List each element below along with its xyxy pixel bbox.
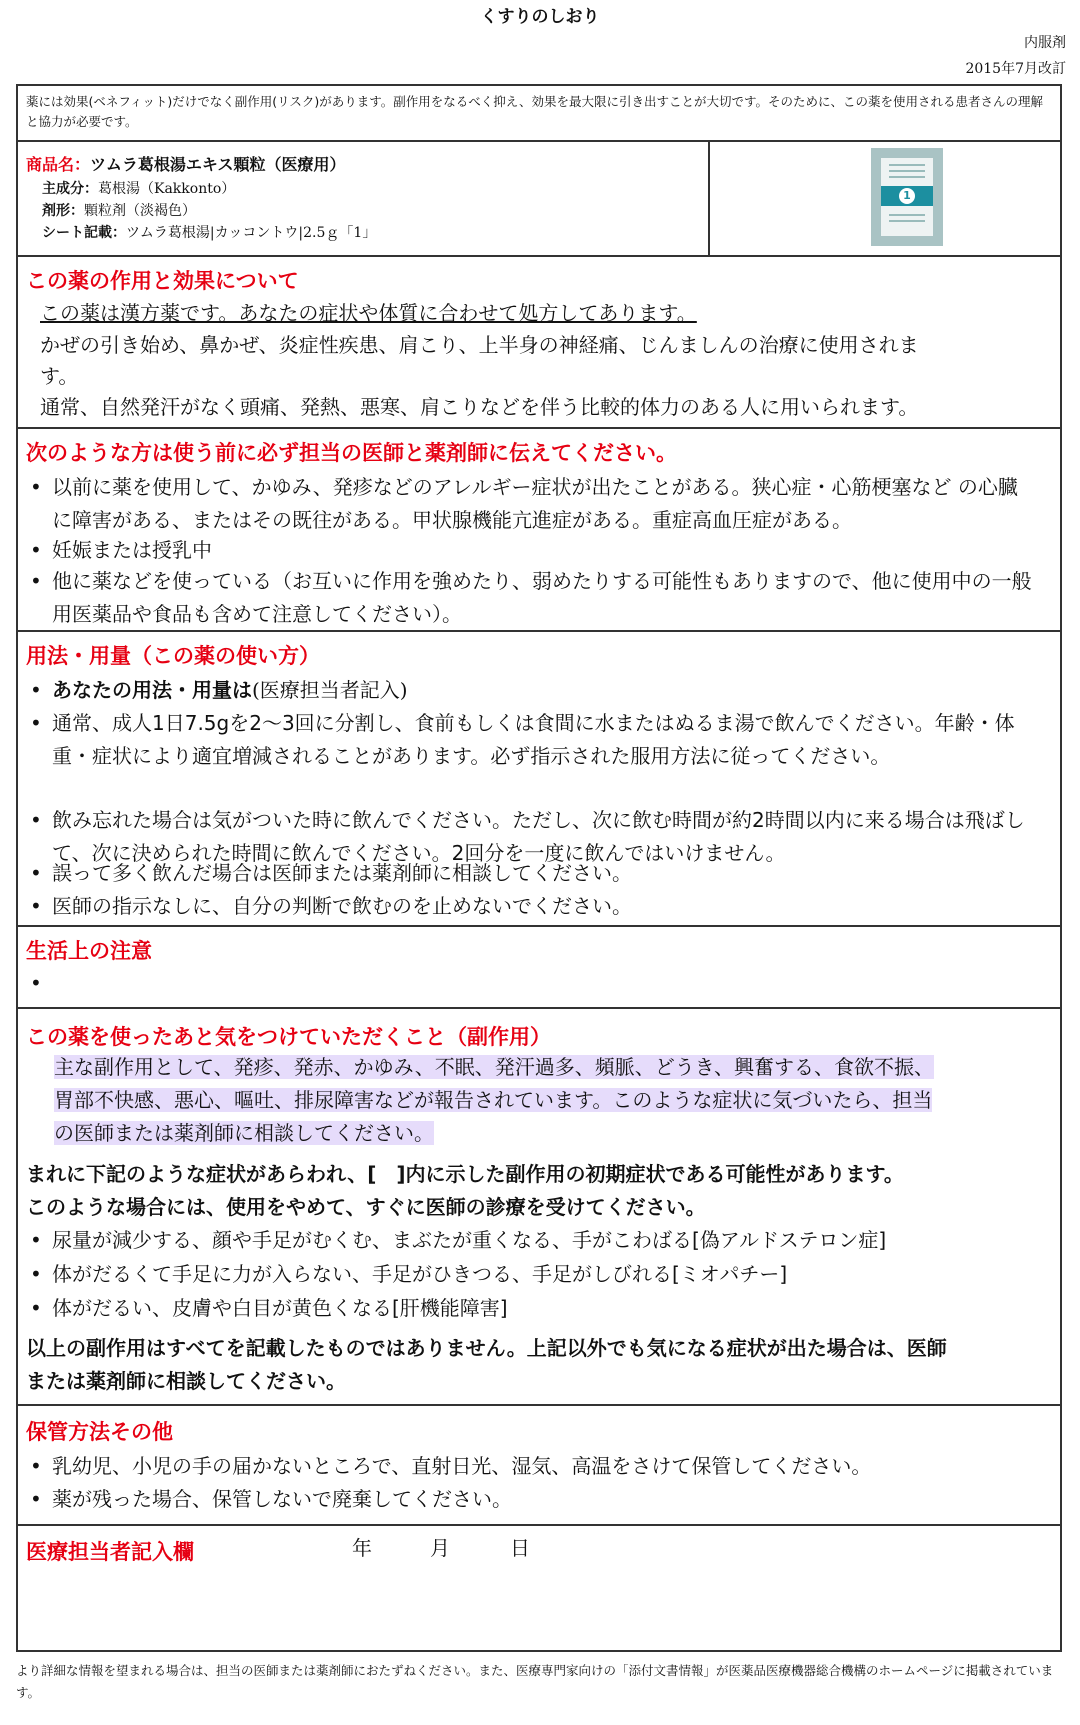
form-value: 顆粒剤（淡褐色） [84,203,196,219]
effect-heading: この薬の作用と効果について [26,269,299,293]
sheet-label: シート記載： [42,225,126,241]
side-effects-note: 以上の副作用はすべてを記載したものではありません。上記以外でも気になる症状が出た場合は、医師 [26,1336,947,1360]
side-effects-main: 主な副作用として、発疹、発赤、かゆみ、不眠、発汗過多、頻脈、どうき、興奮する、食欲不振、 [54,1055,934,1079]
revision-date: 2015年7月改訂 [965,61,1066,77]
package-image [871,148,943,246]
rare-symptoms-intro-2: このような場合には、使用をやめて、すぐに医師の診療を受けてください。 [26,1195,706,1219]
form-label: 剤形： [42,203,84,219]
record-day: 日 [510,1536,530,1560]
list-item: • 尿量が減少する、顔や手足がむくむ、まぶたが重くなる、手がこわばる[偽アルドステロン症] [30,1228,887,1252]
effect-line2: 通常、自然発汗がなく頭痛、発熱、悪寒、肩こりなどを伴う比較的体力のある人に用いられます。 [40,395,919,419]
list-item: • 乳幼児、小児の手の届かないところで、直射日光、湿気、高温をさけて保管してください。 [30,1454,872,1478]
product-name-label: 商品名： [26,155,91,174]
list-item: • 誤って多く飲んだ場合は医師または薬剤師に相談してください。 [30,861,632,885]
list-item: • 他に薬などを使っている（お互いに作用を強めたり、弱めたりする可能性もありますので、他に使用中の一般用医薬品や食品も含めて注意してください）。 [30,569,1032,626]
usage-heading: 用法・用量（この薬の使い方） [26,644,320,668]
page-title: くすりのしおり [480,7,600,27]
package-number: 1 [899,188,915,204]
effect-lead: この薬は漢方薬です。あなたの症状や体質に合わせて処方してあります。 [40,301,697,325]
list-item: • 体がだるい、皮膚や白目が黄色くなる[肝機能障害] [30,1296,508,1320]
divider [708,142,710,255]
usage-section [18,632,1060,927]
side-effects-section: この薬を使ったあと気をつけていただくこと（副作用） 主な副作用として、発疹、発赤、かゆみ、不眠、発汗過多、頻脈、どうき、興奮する、食欲不振、 胃部不快感、悪心、嘔吐、排尿障害などが報告されています。このような症状に気づいたら、担当 の医師または薬剤師に相談してください。 まれに下記のような症状があらわれ、[ ]内に示した副作用の初期症状である可能性があります。 このような場合には、使用をやめて、すぐに医師の診療を受けてください。 • 尿量が減少する、顔や手足がむくむ、まぶたが重くなる、手がこわばる[偽アルドステロン症] • 体がだるくて手足に力が入らない、手足がひきつる、手足がしびれる[ミオパチー] • 体がだるい、皮膚や白目が黄色くなる[肝機能障害] 以上の副作用はすべてを記載したものではありません。上記以外でも気になる症状が出た場合は、医師 または薬剤師に相談してください。 [18,1009,1060,1406]
product-name-row [26,152,346,175]
before-use-section [18,429,1060,632]
category-label: 内服剤 [1024,35,1066,51]
list-item: • 以前に薬を使用して、かゆみ、発疹などのアレルギー症状が出たことがある。狭心症・心筋梗塞など の心臓に障害がある、またはその既往がある。甲状腺機能亢進症がある。重症高血圧症がある。 [30,475,1018,532]
list-item: • 薬が残った場合、保管しないで廃棄してください。 [30,1487,512,1511]
intro-text: 薬には効果(ベネフィット)だけでなく副作用(リスク)があります。副作用をなるべく抑え、効果を最大限に引き出すことが大切です。そのために、この薬を使用される患者さんの理解と協力が必要です。 [26,94,1044,129]
list-item: • 医師の指示なしに、自分の判断で飲むのを止めないでください。 [30,894,632,918]
list-item: • 妊娠または授乳中 [30,538,212,562]
record-year: 年 [352,1536,372,1560]
effect-section [18,257,1060,429]
list-item: • あなたの用法・用量は(医療担当者記入) [30,678,408,702]
sheet-value: ツムラ葛根湯|カッコントウ|2.5ｇ「1」 [126,225,377,241]
leaflet-frame [16,84,1062,1652]
record-month: 月 [430,1536,450,1560]
storage-section [18,1406,1060,1526]
ingredient-value: 葛根湯（Kakkonto） [98,181,236,197]
record-heading: 医療担当者記入欄 [26,1540,194,1564]
effect-line1b: す。 [40,364,79,388]
life-section: 生活上の注意 • [18,927,1060,1009]
storage-heading: 保管方法その他 [26,1420,173,1444]
footer-note: より詳細な情報を望まれる場合は、担当の医師または薬剤師におたずねください。また、医療専門家向けの「添付文書情報」が医薬品医療機器総合機構のホームページに掲載されています。 [16,1663,1054,1700]
ingredient-label: 主成分： [42,181,98,197]
list-item: • 飲み忘れた場合は気がついた時に飲んでください。ただし、次に飲む時間が約2時間以内に来る場合は飛ばして、次に決められた時間に飲んでください。2回分を一度に飲んではいけません。 [30,808,1025,865]
product-details [42,178,376,244]
side-effects-heading: この薬を使ったあと気をつけていただくこと（副作用） [26,1025,551,1049]
product-name: ツムラ葛根湯エキス顆粒（医療用） [90,155,346,174]
list-item: • 体がだるくて手足に力が入らない、手足がひきつる、手足がしびれる[ミオパチー] [30,1262,788,1286]
life-heading: 生活上の注意 [26,939,152,963]
rare-symptoms-intro: まれに下記のような症状があらわれ、[ ]内に示した副作用の初期症状である可能性があります。 [26,1162,904,1186]
effect-line1: かぜの引き始め、鼻かぜ、炎症性疾患、肩こり、上半身の神経痛、じんましんの治療に使用されま [40,333,919,357]
before-use-heading: 次のような方は使う前に必ず担当の医師と薬剤師に伝えてください。 [26,441,677,465]
intro-section [18,86,1060,142]
record-section [18,1526,1060,1650]
list-item: • 通常、成人1日7.5gを2〜3回に分割し、食前もしくは食間に水またはぬるま湯で飲んでください。年齢・体重・症状により適宜増減されることがあります。必ず指示された服用方法に従ってください。 [30,711,1015,768]
